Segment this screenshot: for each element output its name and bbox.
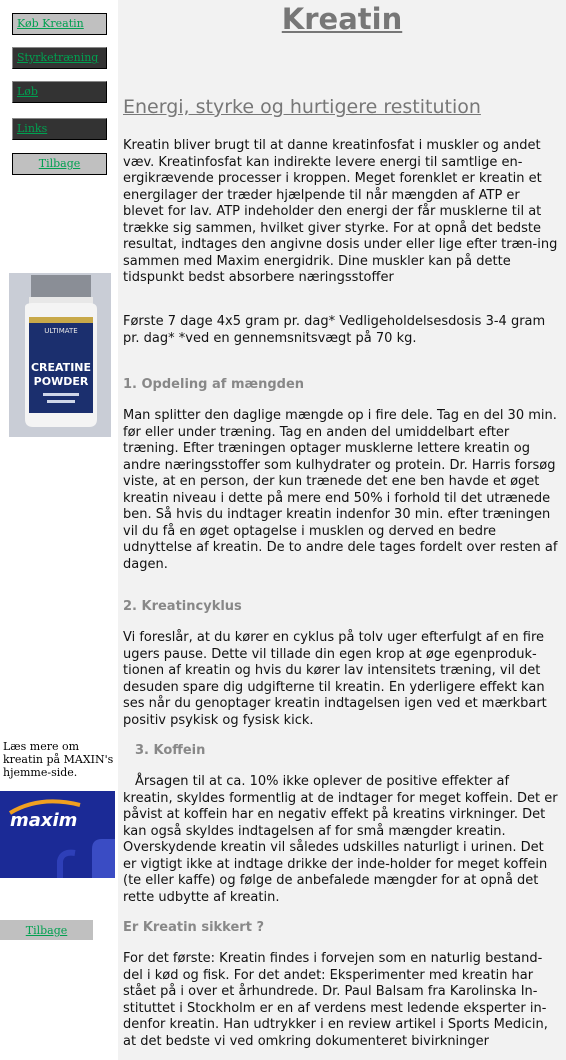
nav-strength-training[interactable]: Styrketræning — [12, 47, 107, 69]
section-text: For det første: Kreatin findes i forvejen som en naturlig bestand-del i kød og fisk. For det andet: Eksperimenter med kreatin har stået på i over et århundrede. Dr. Paul Balsam fra Karolinska In-stituttet i Stockholm er en af verdens mest ledende eksperter in-denfor kreatin. Han udtrykker i en review artikel i Sports Medicin, at det bedste vi ved omkring dokumenteret bivirkninger — [123, 951, 548, 1049]
page-title: Kreatin — [281, 2, 403, 36]
svg-text:POWDER: POWDER — [33, 375, 89, 388]
page-subtitle: Energi, styrke og hurtigere restitution — [123, 96, 481, 118]
section-text: Man splitter den daglige mængde op i fire dele. Tag en del 30 min. før eller under træning. Tag en anden del umiddelbart efter træning. Efter træningen optager musklerne lettere kreatin og andre næringsstoffer som kulhydrater og protein. Dr. Harris forsøg viste, at en person, der kun trænede det ene ben havde et øget kreatin niveau i dette på mere end 50% i forhold til det utrænede ben. Så hvis du indtager kreatin indenfor 30 min. efter træningen vil du få en øget optagelse i musklen og derved en bedre udnyttelse af kreatin. De to andre dele tages fordelt over resten af dagen. — [123, 408, 558, 572]
maxin-info-text: Læs mere om kreatin på MAXIN's hjemme-side. — [3, 740, 114, 779]
nav-buy-kreatin[interactable]: Køb Kreatin — [12, 13, 107, 35]
section-heading: Er Kreatin sikkert ? — [123, 920, 264, 935]
svg-text:maxim: maxim — [10, 810, 78, 831]
nav-links[interactable]: Links — [12, 118, 107, 140]
sidebar — [0, 0, 118, 1060]
dosage-paragraph: Første 7 dage 4x5 gram pr. dag* Vedligeholdelsesdosis 3-4 gram pr. dag* *ved en gennemsnitsvægt på 70 kg. — [123, 314, 546, 346]
section-text: Vi foreslår, at du kører en cyklus på tolv uger efterfulgt af en fire ugers pause. Dette vil tillade din egen krop at øge egenproduk-tionen af kreatin og hvis du kører lav intensitets træning, vil det desuden spare dig udgifterne til kreatin. En yderligere effekt kan ses når du genoptager kreatin indtagelsen igen ved et mærkbart positiv psykisk og fysisk kick. — [123, 630, 547, 728]
section-heading: 3. Koffein — [135, 743, 206, 758]
main-content — [118, 0, 566, 1060]
creatine-powder-image — [9, 273, 111, 437]
nav-running[interactable]: Løb — [12, 81, 107, 103]
back-link-bottom[interactable]: Tilbage — [0, 920, 93, 940]
maxim-logo-icon — [0, 791, 115, 878]
section-text: Årsagen til at ca. 10% ikke oplever de positive effekter af kreatin, skyldes formentlig at de indtager for meget koffein. Det er påvist at koffein har en negativ effekt på kreatins virkninger. Det kan også skyldes indtagelsen af for små mængder kreatin. Overskydende kreatin vil således udskilles naturligt i urinen. Det er vigtigt ikke at indtage drikke der inde-holder for meget koffein (te eller kaffe) og følge de anbefalede mængder for at opnå det rette udbytte af kreatin. — [123, 774, 558, 905]
maxim-logo[interactable] — [0, 791, 115, 878]
nav-back[interactable]: Tilbage — [12, 153, 107, 175]
svg-text:ULTIMATE: ULTIMATE — [44, 327, 78, 335]
section-heading: 1. Opdeling af mængden — [123, 377, 305, 392]
section-heading: 2. Kreatincyklus — [123, 599, 242, 614]
creatine-jar-icon — [9, 273, 111, 437]
svg-text:CREATINE: CREATINE — [30, 361, 92, 374]
intro-paragraph: Kreatin bliver brugt til at danne kreatinfosfat i muskler og andet væv. Kreatinfosfat kan indirekte levere energi til samtlige en-ergikrævende processer i kroppen. Meget forenklet er kreatin et energilager der træder hjælpende til når mængden af ATP er blevet for lav. ATP indeholder den energi der får musklerne til at trække sig sammen, hvilket giver styrke. For at opnå det bedste resultat, indtages den angivne dosis under eller lige efter træn-ing sammen med Maxim energidrik. Dine muskler kan på dette tidspunkt bedst absorbere næringsstoffer — [123, 138, 558, 285]
